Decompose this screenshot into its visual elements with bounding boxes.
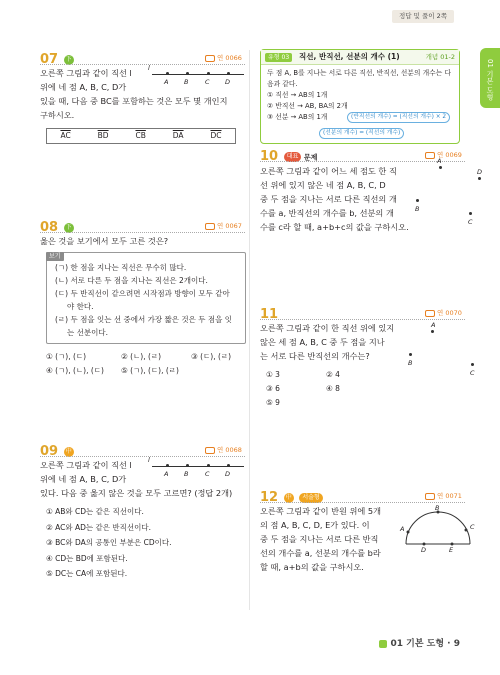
q08-choices [46,350,251,378]
q07-point [207,72,210,75]
q07-level-icon: 下 [65,56,72,64]
q09-choices [46,504,251,582]
q10-point-label: B [415,205,420,213]
q09-text: 오른쪽 그림과 같이 직선 l 위에 네 점 A, B, C, D가 [40,460,132,484]
q08-bogi-box [46,252,246,344]
bogi-item: (ㄷ) 두 반직선이 같으려면 시작점과 방향이 모두 같아 [55,289,230,298]
q09-point-label: D [225,470,231,478]
concept-title: 직선, 반직선, 선분의 개수 (1) [299,52,400,61]
q10-point-label: C [468,218,473,226]
q09-point [166,464,169,467]
q12-point-label: C [470,523,475,531]
q10-point-label: D [477,168,483,176]
concept-note: (반직선의 개수) = (직선의 개수) × 2 [347,112,450,123]
q10-ref: 연 0069 [425,150,462,160]
choice[interactable]: ① AB와 CD는 같은 직선이다. [46,507,144,516]
q09-point-label: A [164,470,169,478]
choice[interactable]: ② 4 [326,370,340,379]
bogi-item: (ㄹ) 두 점을 잇는 선 중에서 가장 짧은 것은 두 점을 잇 [55,315,232,324]
q07-line-label: l [148,64,150,72]
choice[interactable]: ① (ㄱ), (ㄷ) [46,352,87,361]
choice[interactable]: ② (ㄴ), (ㄹ) [121,352,162,361]
book-icon [205,55,215,62]
q11-point-label: B [408,359,413,367]
q11-point [431,330,434,333]
q10-tag-label: 문제 [303,153,318,162]
q07-ref: 연 0066 [205,53,242,63]
choice[interactable]: ⑤ (ㄱ), (ㄷ), (ㄹ) [121,366,179,375]
choice[interactable]: ⑤ 9 [266,398,280,407]
q08-number: 08 [40,220,59,235]
q07-option: $\overline{CB}$ [135,131,146,141]
q07-options-box [46,128,236,144]
q07-text-2: 있을 때, 다음 중 BC를 포함하는 것은 모두 몇 개인지 구하시오. [40,96,228,120]
q12-point [465,529,468,532]
choice[interactable]: ③ 6 [266,384,280,393]
q09-point [186,464,189,467]
q10-rule [260,161,465,162]
q07-point-label: D [225,78,231,86]
q11-point-label: C [470,369,475,377]
q11-ref: 연 0070 [425,308,462,318]
q11-number: 11 [260,307,279,322]
bogi-item: (ㄴ) 서로 다른 두 점을 지나는 직선은 2개이다. [55,276,208,285]
choice[interactable]: ④ (ㄱ), (ㄴ), (ㄷ) [46,366,104,375]
q12-level-icon: 中 [285,494,292,502]
book-icon [425,310,435,317]
q10-text: 오른쪽 그림과 같이 어느 세 점도 한 직 선 위에 있지 않은 네 점 A, B, C, D 중 두 점을 지나는 서로 다른 직선의 개 수를 a, 반직선의 개수를 b, 선분의 개 수를 c라 할 때, a+b+c의 값을 구하시오. [260,166,409,232]
q09-rule [40,456,245,457]
q07-point [186,72,189,75]
page-footer: 01 기본 도형 · 9 [379,638,460,652]
q08-ref: 연 0067 [205,221,242,231]
bogi-item: 야 한다. [67,302,94,311]
q09-point [207,464,210,467]
answer-reference-tag: 정답 및 풀이 2쪽 [392,10,454,23]
q09-line-label: l [148,456,150,464]
q07-option: $\overline{DC}$ [210,131,222,141]
q10-point [478,177,481,180]
concept-box [260,49,460,144]
concept-badge: 유형 03 [265,53,292,62]
q11-point [471,363,474,366]
q11-point-label: A [431,321,436,329]
q07-option: $\overline{AC}$ [60,131,71,141]
choice[interactable]: ③ BC와 DA의 공통인 부분은 CD이다. [46,538,172,547]
bogi-item: 는 선분이다. [67,328,108,337]
chapter-side-tab: 01 기본 도형 [480,48,500,108]
choice[interactable]: ② AC와 AD는 같은 반직선이다. [46,522,151,532]
q11-choices [266,368,426,410]
q08-bogi-label: 보기 [46,252,64,261]
q12-text: 오른쪽 그림과 같이 반원 위에 5개 의 점 A, B, C, D, E가 있다. 이 중 두 점을 지나는 서로 다른 반직 선의 개수를 a, 선분의 개수를 b라 할 때, a+b의 값을 구하시오. [260,506,382,572]
q12-number: 12 [260,490,279,505]
book-icon [425,152,435,159]
q10-point [439,166,442,169]
q12-ref: 연 0071 [425,491,462,501]
concept-header [261,50,459,65]
q09-number: 09 [40,444,59,459]
choice[interactable]: ④ 8 [326,384,340,393]
q08-rule [40,232,245,233]
choice[interactable]: ⑤ DC는 CA에 포함된다. [46,569,128,578]
q12-point-label: B [435,504,440,512]
q12-point [407,531,410,534]
q10-point [469,212,472,215]
q10-point-label: A [437,157,442,165]
q09-point-label: B [184,470,189,478]
book-icon [205,447,215,454]
chapter-chip-icon [379,640,387,648]
q07-point-label: C [205,78,210,86]
q07-point [227,72,230,75]
choice[interactable]: ① 3 [266,370,280,379]
concept-note: (선분의 개수) = (직선의 개수) [319,128,404,139]
q07-point [166,72,169,75]
q12-tag: 서술형 [299,493,322,502]
book-icon [425,493,435,500]
q10-tag: 대표 [284,152,302,161]
book-icon [205,223,215,230]
q12-point-label: A [400,525,405,533]
q10-number: 10 [260,149,279,164]
q07-point-label: A [164,78,169,86]
q07-rule [40,64,245,65]
q08-level-icon: 下 [65,224,72,232]
q07-point-label: B [184,78,189,86]
q08-prompt: 옳은 것을 보기에서 모두 고른 것은? [40,236,169,246]
q10-point [416,199,419,202]
q11-text: 오른쪽 그림과 같이 한 직선 위에 있지 않은 세 점 A, B, C 중 두 점을 지나 는 서로 다른 반직선의 개수는? [260,323,395,361]
q09-point-label: C [205,470,210,478]
q07-option: $\overline{BD}$ [97,131,109,141]
concept-code: 개념 01-2 [425,53,455,61]
q12-point-label: D [421,546,427,554]
q11-point [409,353,412,356]
concept-body: 두 점 A, B를 지나는 서로 다른 직선, 반직선, 선분의 개수는 다 음과 같다. ① 직선 → AB의 1개 ② 반직선 → AB, BA의 2개 ③ 선분 → AB의 1개 [267,69,452,121]
q09-text-2: 있다. 다음 중 옳지 않은 것을 모두 고르면? (정답 2개) [40,488,233,498]
q07-option: $\overline{DA}$ [172,131,184,141]
q07-number: 07 [40,52,59,67]
bogi-item: (ㄱ) 한 점을 지나는 직선은 무수히 많다. [55,263,187,272]
choice[interactable]: ④ CD는 BD에 포함된다. [46,553,128,563]
q09-point [227,464,230,467]
q09-ref: 연 0068 [205,445,242,455]
q09-level-icon: 中 [65,448,72,456]
q12-point-label: E [449,546,454,554]
choice[interactable]: ③ (ㄷ), (ㄹ) [191,352,232,361]
q07-text: 오른쪽 그림과 같이 직선 l 위에 네 점 A, B, C, D가 [40,68,132,92]
